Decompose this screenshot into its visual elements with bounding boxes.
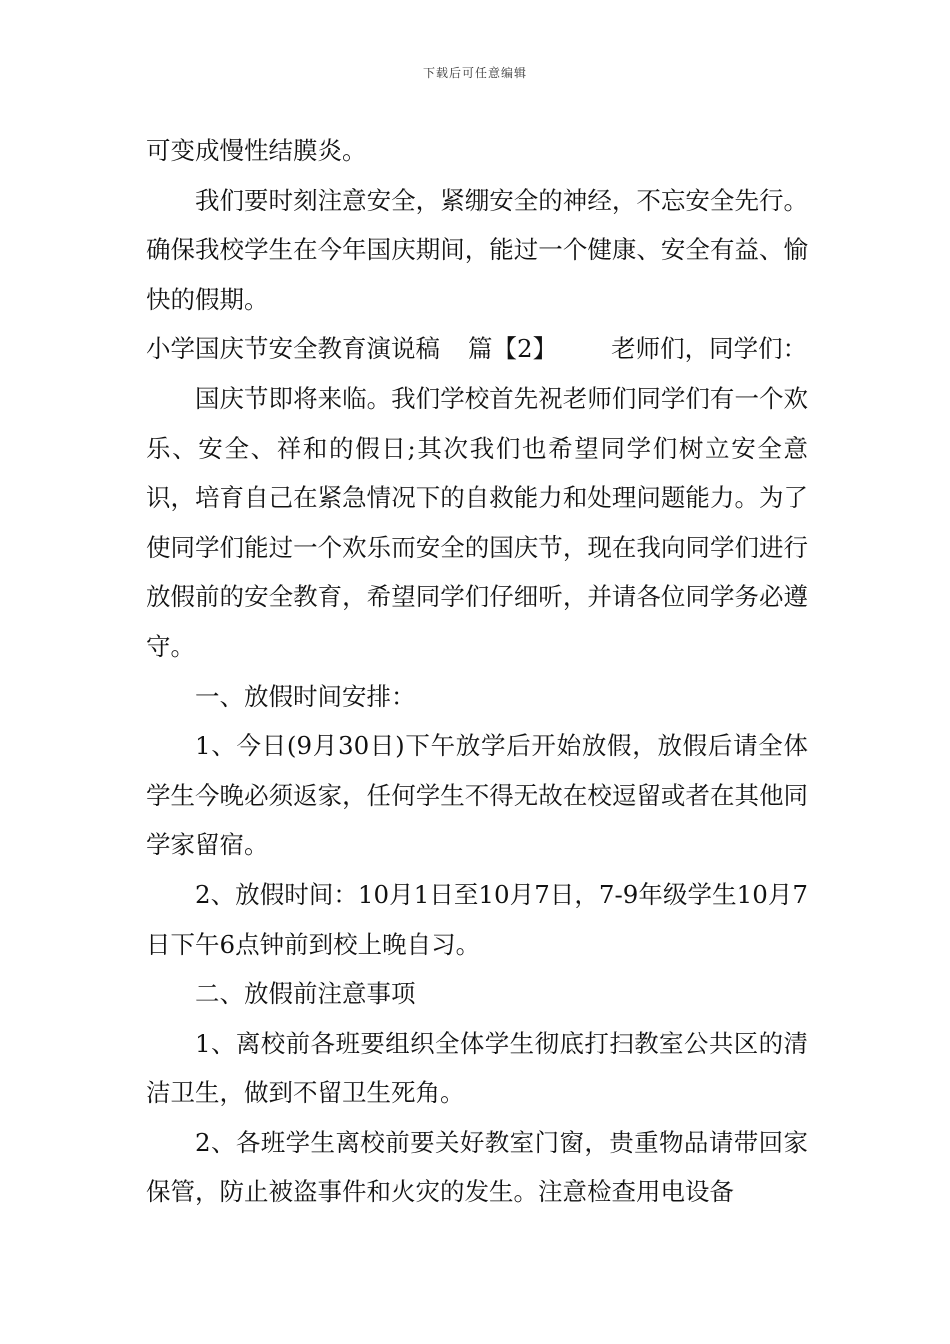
body-item-2-1: 1、离校前各班要组织全体学生彻底打扫教室公共区的清洁卫生，做到不留卫生死角。 — [146, 1028, 808, 1108]
document-body — [146, 126, 808, 1217]
section-heading-2: 二、放假前注意事项 — [195, 979, 416, 1009]
speech-title: 小学国庆节安全教育演说稿 — [146, 334, 440, 364]
page-header: 下载后可任意编辑 — [422, 66, 527, 80]
greeting: 老师们，同学们： — [611, 334, 808, 364]
paragraph-2: 我们要时刻注意安全，紧绷安全的神经，不忘安全先行。确保我校学生在今年国庆期间，能过一个健康、安全有益、愉快的假期。 — [146, 185, 808, 314]
body-paragraph-intro: 国庆节即将来临。我们学校首先祝老师们同学们有一个欢乐、安全、祥和的假日;其次我们也希望同学们树立安全意识，培育自己在紧急情况下的自救能力和处理问题能力。为了使同学们能过一个欢乐而安全的国庆节，现在我向同学们进行放假前的安全教育，希望同学们仔细听，并请各位同学务必遵守。 — [146, 383, 808, 661]
section-heading-1: 一、放假时间安排： — [195, 681, 416, 711]
body-item-1-2: 2、放假时间：10月1日至10月7日，7-9年级学生10月7日下午6点钟前到校上晚自习。 — [146, 879, 808, 959]
body-item-2-2: 2、各班学生离校前要关好教室门窗，贵重物品请带回家保管，防止被盗事件和火灾的发生。注意检查用电设备 — [146, 1127, 808, 1207]
section-title-line — [146, 324, 808, 374]
paragraph-1: 可变成慢性结膜炎。 — [146, 136, 367, 165]
body-item-1-1: 1、今日(9月30日)下午放学后开始放假，放假后请全体学生今晚必须返家，任何学生不得无故在校逗留或者在其他同学家留宿。 — [146, 731, 808, 860]
part-label: 篇【2】 — [468, 334, 558, 364]
